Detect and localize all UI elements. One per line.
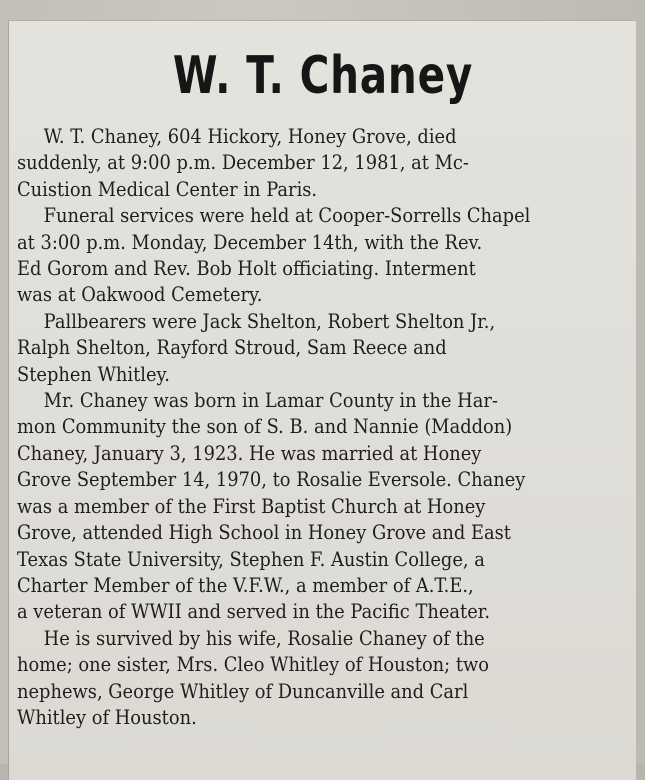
text-line: Chaney, January 3, 1923. He was married at Honey [17, 441, 482, 465]
text-line: nephews, George Whitley of Duncanville and Carl [17, 679, 469, 703]
newspaper-clipping [8, 20, 636, 780]
text-line: suddenly, at 9:00 p.m. December 12, 1981, at Mc- [17, 151, 469, 175]
text-line: was a member of the First Baptist Church at Honey [17, 494, 486, 518]
text-line: Cuistion Medical Center in Paris. [17, 177, 318, 201]
paragraph-survivors [17, 626, 578, 732]
text-line: Texas State University, Stephen F. Austin College, a [17, 547, 485, 571]
obituary-headline: W. T. Chaney [172, 46, 474, 106]
text-line: a veteran of WWII and served in the Pacific Theater. [17, 600, 491, 624]
text-line: Grove September 14, 1970, to Rosalie Eversole. Chaney [17, 468, 526, 492]
obituary-body [17, 124, 578, 731]
text-line: home; one sister, Mrs. Cleo Whitley of Houston; two [17, 653, 490, 677]
text-line: at 3:00 p.m. Monday, December 14th, with the Rev. [17, 230, 483, 254]
text-line: Funeral services were held at Cooper-Sorrells Chapel [43, 204, 531, 228]
text-line: Pallbearers were Jack Shelton, Robert Shelton Jr., [43, 309, 496, 333]
text-line: Charter Member of the V.F.W., a member of A.T.E., [17, 573, 474, 597]
text-line: Stephen Whitley. [17, 362, 170, 386]
paragraph-pallbearers [17, 309, 578, 388]
text-line: Ed Gorom and Rev. Bob Holt officiating. Interment [17, 257, 476, 281]
paragraph-death-notice [17, 124, 578, 203]
text-line: He is survived by his wife, Rosalie Chaney of the [43, 626, 485, 650]
text-line: Mr. Chaney was born in Lamar County in the Har- [43, 389, 498, 413]
text-line: Ralph Shelton, Rayford Stroud, Sam Reece and [17, 336, 447, 360]
text-line: W. T. Chaney, 604 Hickory, Honey Grove, died [43, 125, 457, 148]
text-line: Grove, attended High School in Honey Grove and East [17, 521, 511, 545]
text-line: mon Community the son of S. B. and Nannie (Maddon) [17, 415, 513, 439]
paragraph-funeral-services [17, 203, 578, 309]
paragraph-biography [17, 388, 578, 626]
text-line: Whitley of Houston. [17, 705, 197, 729]
text-line: was at Oakwood Cemetery. [17, 283, 263, 307]
